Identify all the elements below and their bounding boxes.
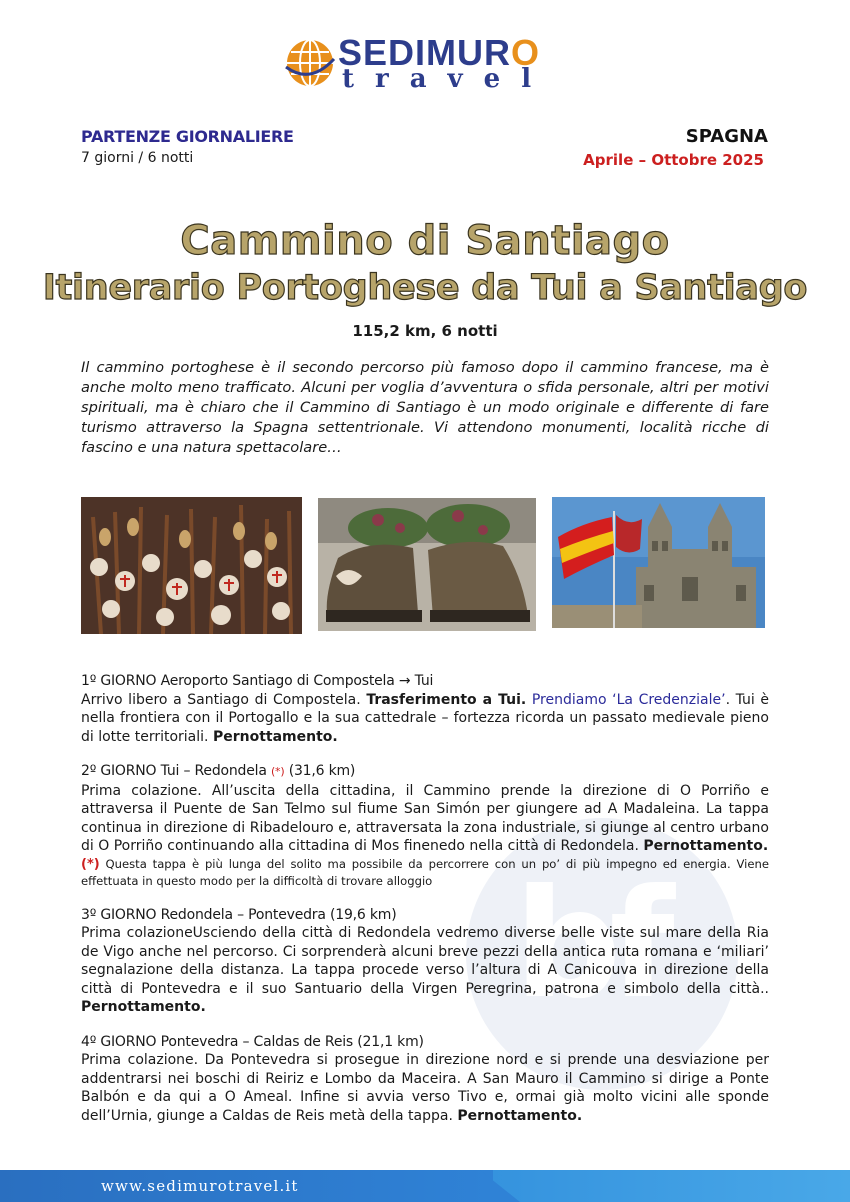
footer-bar [0,1170,850,1202]
itinerary [81,672,769,1141]
brand-subtitle: travel [342,64,553,94]
day-description: Arrivo libero a Santiago di Compostela. Trasferimento a Tui. Prendiamo ‘La Credenziale’. Tui è nella frontiera con il Portogallo e la sua cattedrale – fortezza ricorda un passato medievale pieno di lotte territoriali. Pernottamento. [81,691,770,745]
watermark-logo: bf [466,818,738,1090]
day-4 [81,1033,769,1126]
cathedral-flags-photo [552,497,765,628]
header-left [81,127,294,166]
day-2 [81,762,769,890]
website-link[interactable]: www.sedimurotravel.it [101,1177,299,1195]
country-label: SPAGNA [685,126,768,147]
day-description: Prima colazioneUsciendo della città di Redondela vedremo diverse belle viste sul mare della Ria de Vigo anche nel percorso. Ci sorprenderà alcuni breve pezzi della antica ruta romana e ‘miliari’ segnalazione della distanza. La tappa procede verso l’altura di A Canicouva in direzione della città di Pontevedra e il suo Santuario della Virgen Peregrina, patrona e simbolo della città.. Pernottamento. [81,925,769,1015]
globe-icon [284,37,336,89]
day-title: 3º GIORNO Redondela – Pontevedra (19,6 km) [81,906,397,923]
intro-paragraph: Il cammino portoghese è il secondo percorso più famoso dopo il cammino francese, ma è anche molto meno trafficato. Alcuni per voglia d’avventura o sfida personale, altri per motivi spirituali, ma è chiaro che il Cammino di Santiago è un modo originale e differente di fare turismo attraverso la Spagna settentrionale. Vi attendono monumenti, località ricche di fascino e una natura spettacolare… [81,359,769,456]
day-title: 4º GIORNO Pontevedra – Caldas de Reis (21,1 km) [81,1033,424,1050]
page-subtitle: 115,2 km, 6 notti [352,322,498,340]
day-description: Prima colazione. All’uscita della cittadina, il Cammino prende la direzione di O Porriño e attraversa il Puente de San Telmo sul fiume San Simón per giungere ad A Madaleina. La tappa continua in direzione di Ribadelouro e, attraversata la zona industriale, si giunge al centro urbano di O Porriño continuando alla cittadina di Mos finenedo nella città di Redondela. Pernottamento. [81,782,769,854]
day-1 [81,672,769,746]
page-title-line2: Itinerario Portoghese da Tui a Santiago [42,268,808,308]
header-right [583,126,768,169]
departures-label: PARTENZE GIORNALIERE [81,127,294,146]
day-description: Prima colazione. Da Pontevedra si prosegue in direzione nord e si prende una desviazione per addentrarsi nei boschi di Reiriz e Lombo da Maceira. A San Mauro il Cammino si dirige a Ponte Balbón e da qui a O Ameal. Infine si avvia verso Tivo e, ormai già molto vicini alle sponde dell’Urnia, giunge a Caldas de Reis metà della tappa. Pernottamento. [81,1052,769,1124]
day-3 [81,906,769,1017]
hiking-boots-photo [318,498,536,631]
footnote: (*) Questa tappa è più lunga del solito ma possibile da percorrere con un po’ di più impegno ed energia. Viene effettuata in questo modo per la difficoltà di trovare alloggio [81,856,769,888]
brand-logo [284,34,584,94]
pilgrim-staffs-photo [81,497,302,634]
day-title: 1º GIORNO Aeroporto Santiago di Compostela → Tui [81,673,434,689]
day-title: 2º GIORNO Tui – Redondela (*) (31,6 km) [81,763,356,779]
duration-label: 7 giorni / 6 notti [81,150,194,166]
footnote-mark: (*) [270,765,285,778]
page-title: Cammino di Santiago [180,218,670,264]
period-label: Aprile – Ottobre 2025 [583,151,764,169]
brand-name: SEDIMURO [338,32,541,73]
